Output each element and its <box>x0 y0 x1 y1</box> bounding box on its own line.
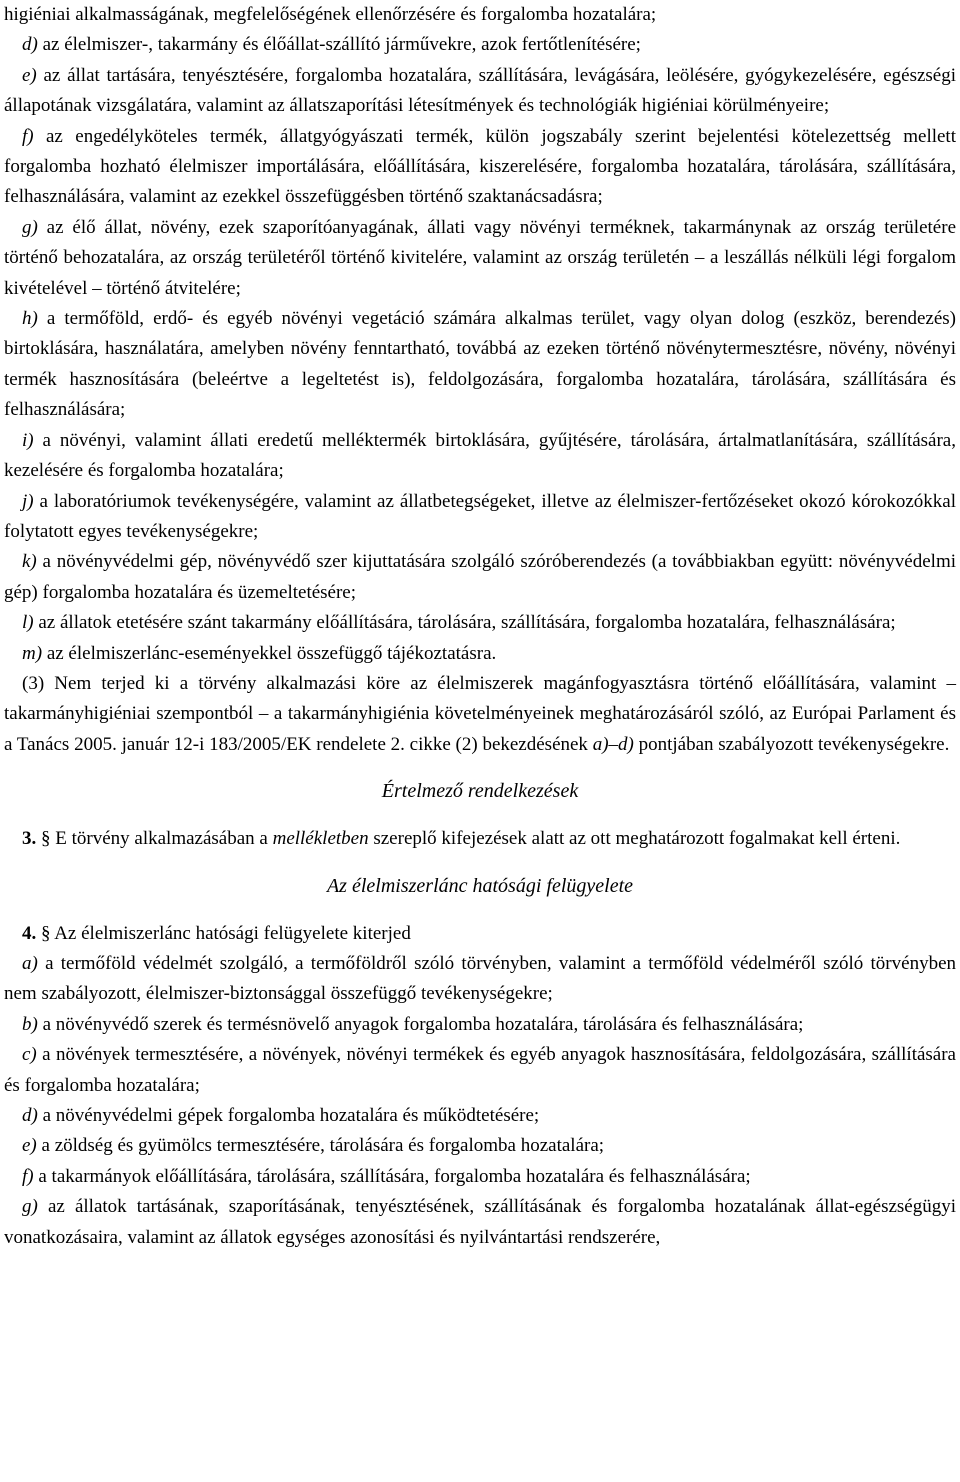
item-label: l) <box>22 612 34 634</box>
list-item-f <box>4 122 956 213</box>
list-item-4b <box>4 1010 956 1040</box>
item-text: a növények termesztésére, a növények, növényi termékek és egyéb anyagok hasznosítására, feldolgozására, szállítására és forgalomba hozatalára; <box>4 1044 956 1096</box>
list-item-m <box>4 639 956 669</box>
section-symbol: § <box>41 828 51 850</box>
list-item-h <box>4 304 956 426</box>
item-label: k) <box>22 551 37 573</box>
paragraph-3: (3) Nem terjed ki a törvény alkalmazási köre az élelmiszerek magánfogyasztásra történő előállítására, valamint – takarmányhigiéniai szempontból – a takarmányhigiénia követelményeinek meghatározásáról szóló, az Európai Parlament és a Tanács 2005. január 12-i 183/2005/EK rendelete 2. cikke (2) bekezdésének a)–d) pontjában szabályozott tevékenységekre. <box>4 672 956 755</box>
item-label: g) <box>22 216 38 238</box>
section-heading-supervision: Az élelmiszerlánc hatósági felügyelete <box>326 874 634 897</box>
item-label: h) <box>22 308 38 330</box>
section-heading-definitions: Értelmező rendelkezések <box>381 780 579 803</box>
list-item-c-continuation: higiéniai alkalmasságának, megfelelőségének ellenőrzésére és forgalomba hozatalára; <box>4 4 657 25</box>
item-text: a termőföld védelmét szolgáló, a termőföldről szóló törvényben, valamint a termőföld védelméről szóló törvényben nem szabályozott, élelmiszer-biztonsággal összefüggő tevékenységekre; <box>4 952 956 1005</box>
section-4-intro: 4. § Az élelmiszerlánc hatósági felügyelete kiterjed <box>22 922 411 944</box>
item-text: az élelmiszer-, takarmány és élőállat-szállító járművekre, azok fertőtlenítésére; <box>37 34 641 56</box>
item-text: az engedélyköteles termék, állatgyógyászati termék, külön jogszabály szerint bejelentési kötelezettség mellett forgalomba hozható élelmiszer importálására, előállítására, kiszerelésére, forgalomba hozatalára, tárolására, szállítására, felhasználására, valamint az ezekkel összefüggésben történő szaktanácsadásra; <box>4 125 956 208</box>
item-label: i) <box>22 429 34 451</box>
item-text: a termőföld, erdő- és egyéb növényi vegetáció számára alkalmas terület, vagy olyan dolog (eszköz, berendezés) birtoklására, használatára, amelyben növény fenntartható, továbbá az ezeken történő növénytermesztésre, növény, növényi termék hasznosítására (beleértve a legeltetést is), feldolgozására, forgalomba hozatalára, tárolására, szállítására és felhasználására; <box>4 308 956 421</box>
item-label: c) <box>22 1044 37 1066</box>
item-text: a zöldség és gyümölcs termesztésére, tárolására és forgalomba hozatalára; <box>36 1135 605 1157</box>
item-label: d) <box>22 34 38 56</box>
item-text: a laboratóriumok tevékenységére, valamint az állatbetegségeket, illetve az élelmiszer-fertőzéseket okozó kórokozókkal folytatott egyes tevékenységekre; <box>4 490 956 542</box>
section-3: 3. § E törvény alkalmazásában a mellékletben szereplő kifejezések alatt az ott meghatározott fogalmakat kell érteni. <box>22 828 901 850</box>
item-text: a növényvédelmi gép, növényvédő szer kijuttatására szolgáló szóróberendezés (a továbbiakban együtt: növényvédelmi gép) forgalomba hozatalára és üzemeltetésére; <box>4 551 956 603</box>
list-item-4f <box>4 1162 956 1192</box>
list-item-4c <box>4 1040 956 1101</box>
item-text: az élelmiszerlánc-eseményekkel összefüggő tájékoztatásra. <box>42 642 497 664</box>
item-label: a) <box>22 952 38 974</box>
item-text: az állatok etetésére szánt takarmány előállítására, tárolására, szállítására, forgalomba hozatalára, felhasználására; <box>33 612 896 634</box>
section-symbol: § <box>41 922 51 944</box>
list-item-d <box>4 30 956 60</box>
item-label: m) <box>22 642 43 664</box>
list-item-g <box>4 213 956 304</box>
item-text: a növényvédő szerek és termésnövelő anyagok forgalomba hozatalára, tárolására és felhasználására; <box>37 1013 804 1035</box>
list-item-4a <box>4 949 956 1010</box>
section-number: 4. <box>22 922 37 944</box>
list-item-l <box>4 608 956 638</box>
list-item-i <box>4 426 956 487</box>
item-label: g) <box>22 1196 38 1218</box>
item-label: d) <box>22 1105 38 1126</box>
list-item-j <box>4 487 956 548</box>
document-page <box>4 0 956 1253</box>
item-label: f) <box>22 125 34 147</box>
list-item-e <box>4 61 956 122</box>
list-item-k <box>4 547 956 608</box>
item-label: e) <box>22 64 37 86</box>
item-label: f) <box>22 1165 34 1187</box>
list-item-4e <box>4 1131 956 1161</box>
item-label: j) <box>22 490 34 512</box>
item-label: e) <box>22 1135 37 1157</box>
item-text: a növényi, valamint állati eredetű melléktermék birtoklására, gyűjtésére, tárolására, ártalmatlanítására, szállítására, kezelésére és forgalomba hozatalára; <box>4 429 956 482</box>
item-text: a takarmányok előállítására, tárolására, szállítására, forgalomba hozatalára és felhasználására; <box>33 1165 751 1187</box>
item-text: az élő állat, növény, ezek szaporítóanyagának, állati vagy növényi terméknek, takarmánynak az ország területére történő behozatalára, az ország területéről történő kivitelére, valamint az ország területén – a leszállás nélküli légi forgalom kivételével – történő átvitelére; <box>4 216 956 299</box>
section-number: 3. <box>22 828 37 850</box>
item-label: b) <box>22 1013 38 1035</box>
item-text: a növényvédelmi gépek forgalomba hozatalára és működtetésére; <box>37 1105 540 1126</box>
item-text: az állat tartására, tenyésztésére, forgalomba hozatalára, szállítására, levágására, leölésére, gyógykezelésére, egészségi állapotának vizsgálatára, valamint az állatszaporítási létesítmények és technológiák higiéniai körülményeire; <box>4 64 956 117</box>
list-item-4g <box>4 1192 956 1253</box>
item-text: az állatok tartásának, szaporításának, tenyésztésének, szállításának és forgalomba hozatalának állat-egészségügyi vonatkozásaira, valamint az állatok egységes azonosítási és nyilvántartási rendszerére, <box>4 1196 956 1248</box>
list-item-4d <box>4 1101 956 1131</box>
